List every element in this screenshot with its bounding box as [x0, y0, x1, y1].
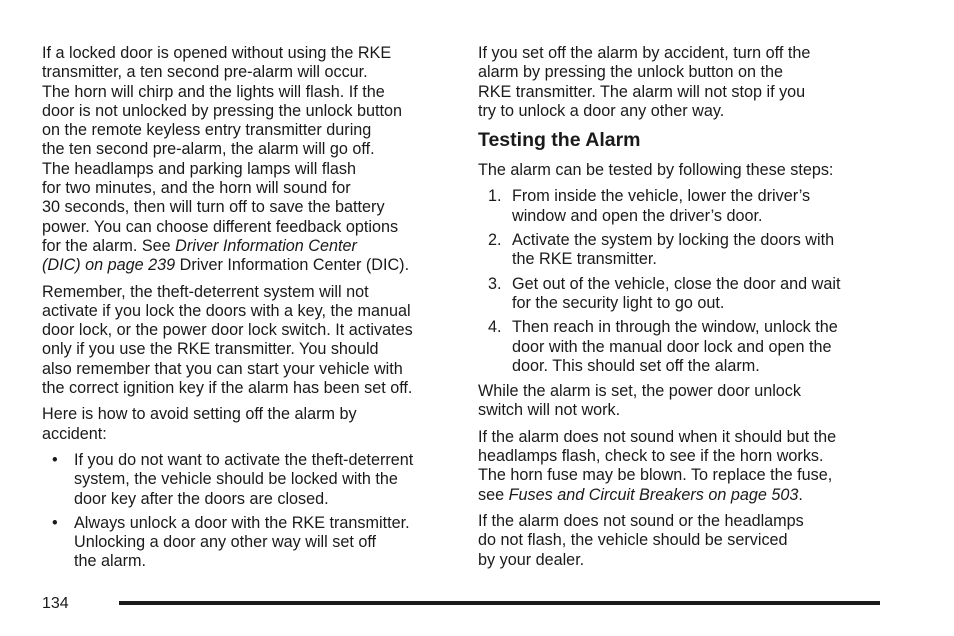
text-line: From inside the vehicle, lower the driver’s — [512, 187, 811, 206]
dic-reference-link-page[interactable]: (DIC) on page 239 — [42, 256, 176, 275]
text-line: If a locked door is opened without using the RKE — [42, 44, 392, 62]
text-line: The alarm can be tested by following these steps: — [478, 161, 834, 180]
bullet-icon: • — [52, 513, 58, 532]
text-line: If the alarm does not sound when it should but the — [478, 427, 837, 446]
page-number: 134 — [42, 595, 69, 612]
section-heading: Testing the Alarm — [478, 129, 641, 152]
step-number: 3. — [488, 274, 502, 293]
text-line: Here is how to avoid setting off the alarm by — [42, 405, 357, 424]
list-item — [478, 275, 890, 314]
text-line — [478, 486, 890, 505]
text-fragment: Driver Information Center (DIC). — [175, 256, 410, 275]
text-line: door key after the doors are closed. — [74, 489, 329, 508]
horn-fuse-paragraph — [478, 428, 890, 505]
list-item — [478, 187, 890, 226]
text-line: Then reach in through the window, unlock the — [512, 318, 838, 337]
text-line: The horn will chirp and the lights will flash. If the — [42, 82, 385, 101]
text-line: RKE transmitter. The alarm will not stop if you — [478, 82, 806, 101]
text-line: door lock, or the power door lock switch. It activates — [42, 321, 413, 340]
text-line: Unlocking a door any other way will set off — [74, 533, 377, 552]
text-line: window and open the driver’s door. — [512, 206, 763, 225]
text-line — [42, 256, 448, 275]
text-line: alarm by pressing the unlock button on the — [478, 63, 784, 82]
testing-intro — [478, 161, 890, 180]
text-line: power. You can choose different feedback options — [42, 217, 399, 236]
text-line: system, the vehicle should be locked with the — [74, 470, 398, 489]
avoid-alarm-paragraph — [42, 405, 448, 444]
text-line: If the alarm does not sound or the headlamps — [478, 511, 804, 530]
text-line: If you set off the alarm by accident, turn off the — [478, 44, 811, 62]
text-line: The horn fuse may be blown. To replace the fuse, — [478, 466, 833, 485]
fuses-reference-link[interactable]: Fuses and Circuit Breakers on page 503 — [508, 485, 799, 504]
text-line: by your dealer. — [478, 550, 585, 569]
text-line: If you do not want to activate the theft-deterrent — [74, 450, 414, 469]
text-line: While the alarm is set, the power door unlock — [478, 382, 801, 401]
text-line: Always unlock a door with the RKE transmitter. — [74, 513, 410, 532]
list-item — [478, 318, 890, 376]
footer-rule — [119, 601, 880, 605]
bullet-icon: • — [52, 450, 58, 469]
remember-paragraph — [42, 283, 448, 399]
text-line: the correct ignition key if the alarm has been set off. — [42, 379, 413, 398]
dealer-service-paragraph — [478, 512, 890, 570]
text-line: headlamps flash, check to see if the horn works. — [478, 447, 824, 466]
text-line: the alarm. — [74, 552, 146, 571]
text-line: door. This should set off the alarm. — [512, 356, 760, 375]
text-fragment: for the alarm. See — [42, 236, 176, 255]
testing-steps-list — [478, 187, 890, 376]
text-line: the RKE transmitter. — [512, 250, 657, 269]
text-line: activate if you lock the doors with a key, the manual — [42, 301, 411, 320]
step-number: 2. — [488, 231, 502, 250]
step-number: 1. — [488, 187, 502, 206]
text-line: door is not unlocked by pressing the unlock button — [42, 101, 402, 120]
text-line: for the security light to go out. — [512, 293, 725, 312]
text-line: Remember, the theft-deterrent system will not — [42, 282, 369, 301]
alarm-set-paragraph — [478, 382, 890, 421]
list-item — [478, 231, 890, 270]
right-column — [478, 44, 890, 577]
text-fragment: . — [798, 485, 803, 504]
left-column — [42, 44, 448, 578]
list-item — [42, 451, 448, 509]
pre-alarm-paragraph — [42, 44, 448, 276]
text-line: the ten second pre-alarm, the alarm will go off. — [42, 140, 375, 159]
accidental-alarm-paragraph — [478, 44, 890, 121]
list-item — [42, 514, 448, 572]
text-line: The headlamps and parking lamps will flash — [42, 159, 357, 178]
text-line: transmitter, a ten second pre-alarm will occur. — [42, 63, 368, 82]
text-line: Get out of the vehicle, close the door and wait — [512, 274, 841, 293]
text-line: try to unlock a door any other way. — [478, 101, 725, 120]
text-line: switch will not work. — [478, 401, 621, 420]
text-line: do not flash, the vehicle should be serviced — [478, 531, 788, 550]
text-line: door with the manual door lock and open the — [512, 337, 832, 356]
text-line: on the remote keyless entry transmitter during — [42, 121, 372, 140]
avoid-alarm-list — [42, 451, 448, 572]
text-line: Activate the system by locking the doors with — [512, 231, 835, 250]
text-line: only if you use the RKE transmitter. You should — [42, 340, 379, 359]
text-line: 30 seconds, then will turn off to save the battery — [42, 198, 385, 217]
text-line: for two minutes, and the horn will sound for — [42, 179, 351, 198]
text-line: accident: — [42, 424, 107, 443]
text-line — [42, 237, 448, 256]
text-line: also remember that you can start your vehicle with — [42, 359, 403, 378]
text-fragment: see — [478, 485, 509, 504]
dic-reference-link[interactable]: Driver Information Center — [175, 236, 357, 255]
step-number: 4. — [488, 318, 502, 337]
